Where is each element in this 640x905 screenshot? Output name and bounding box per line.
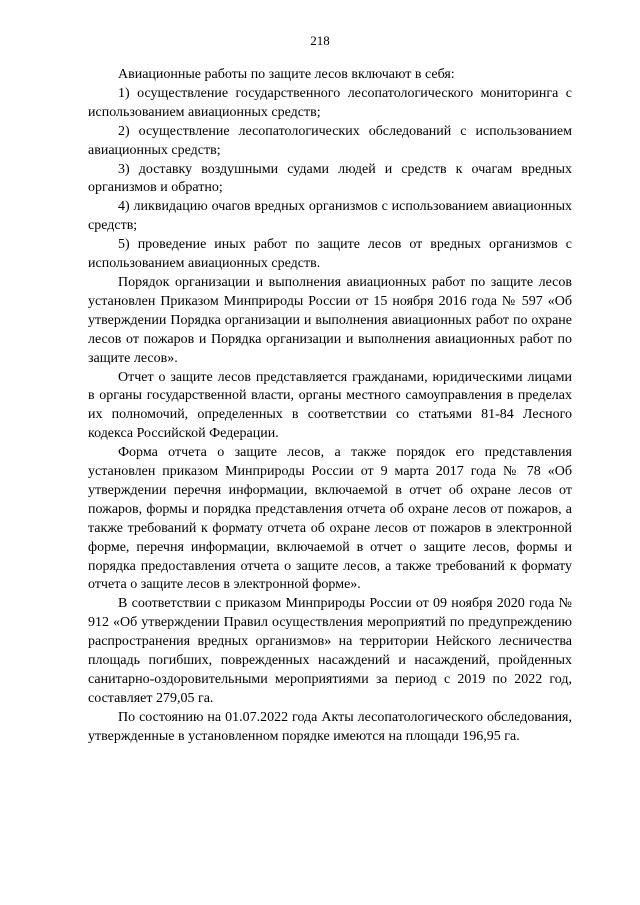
paragraph-report-form: Форма отчета о защите лесов, а также порядок его представления установлен приказом Минприроды России от 9 марта 2017 года № 78 «Об утверждении перечня информации, включаемой в отчет об охране лесов от пожаров, формы и порядка представления отчета об охране лесов от пожаров, а также требований к формату отчета об охране лесов от пожаров в электронной форме, перечня информации, включаемой в отчет о защите лесов, формы и порядка предоставления отчета о защите лесов, а также требований к формату отчета о защите лесов в электронной форме».	[88, 445, 572, 593]
paragraph-aviation-works-intro: Авиационные работы по защите лесов включают в себя:	[118, 67, 455, 82]
paragraph-damaged-area: В соответствии с приказом Минприроды России от 09 ноября 2020 года № 912 «Об утверждении Правил осуществления мероприятий по предупреждению распространения вредных организмов» на территории Нейского лесничества площадь погибших, поврежденных насаждений и насаждений, пройденных санитарно-оздоровительными мероприятиями за период с 2019 по 2022 год, составляет 279,05 га.	[88, 596, 572, 706]
paragraph-report-submission: Отчет о защите лесов представляется гражданами, юридическими лицами в органы государственной власти, органы местного самоуправления в пределах их полномочий, определенных в соответствии со статьями 81-84 Лесного кодекса Российской Федерации.	[88, 369, 572, 442]
paragraph-list-item-5: 5) проведение иных работ по защите лесов от вредных организмов с использованием авиационных средств.	[88, 237, 572, 272]
paragraph-list-item-2: 2) осуществление лесопатологических обследований с использованием авиационных средств;	[88, 123, 572, 158]
paragraph-list-item-3: 3) доставку воздушными судами людей и средств к очагам вредных организмов и обратно;	[88, 161, 572, 196]
paragraph-survey-acts: По состоянию на 01.07.2022 года Акты лесопатологического обследования, утвержденные в установленном порядке имеются на площади 196,95 га.	[88, 709, 572, 744]
page-number: 218	[310, 33, 330, 48]
paragraph-list-item-4: 4) ликвидацию очагов вредных организмов с использованием авиационных средств;	[88, 199, 572, 234]
document-body	[88, 66, 572, 747]
paragraph-list-item-1: 1) осуществление государственного лесопатологического мониторинга с использованием авиационных средств;	[88, 85, 572, 120]
paragraph-aviation-order: Порядок организации и выполнения авиационных работ по защите лесов установлен Приказом Минприроды России от 15 ноября 2016 года № 597 «Об утверждении Порядка организации и выполнения авиационных работ по охране лесов от пожаров и Порядка организации и выполнения авиационных работ по защите лесов».	[88, 274, 572, 366]
